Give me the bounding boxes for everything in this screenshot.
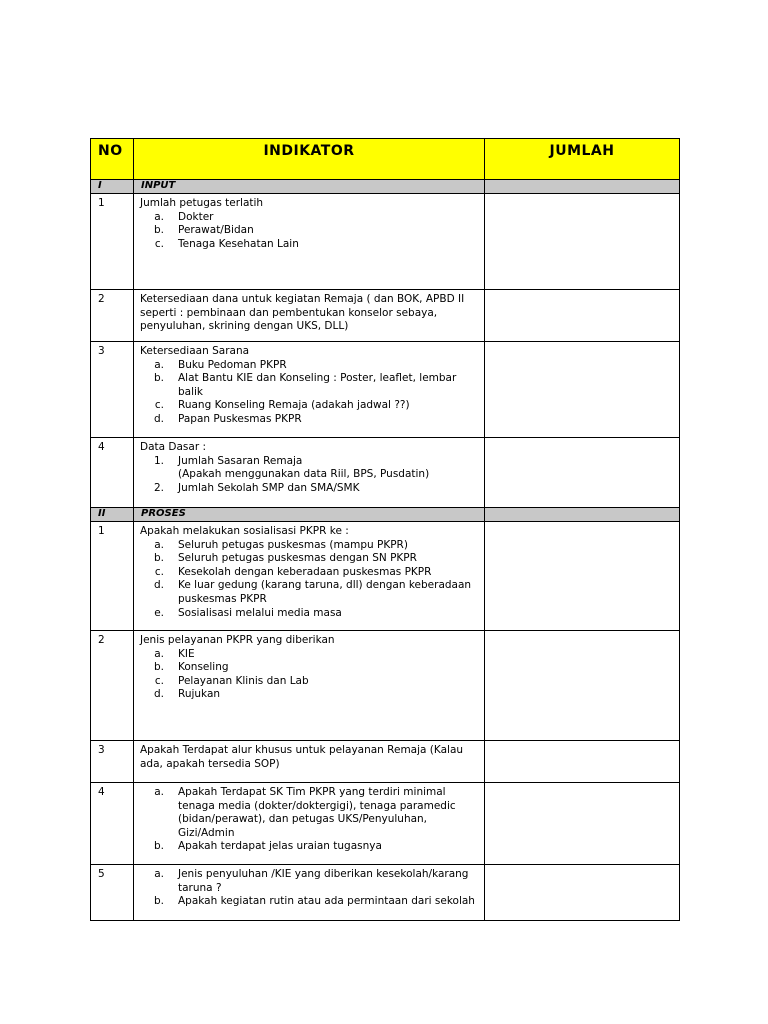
item-list xyxy=(140,868,484,909)
list-item: a. Apakah Terdapat SK Tim PKPR yang terdiri minimal tenaga media (dokter/doktergigi), tenaga paramedic (bidan/perawat), dan petugas UKS/Penyuluhan, Gizi/Admin xyxy=(154,786,456,839)
row-text: Jenis pelayanan PKPR yang diberikan xyxy=(140,634,335,646)
list-item: c. Kesekolah dengan keberadaan puskesmas PKPR xyxy=(154,565,432,578)
list-item: a. Dokter xyxy=(154,210,214,223)
list-item: b. Perawat/Bidan xyxy=(153,224,254,237)
row-no: 4 xyxy=(98,441,105,453)
list-item: b. Konseling xyxy=(153,661,229,674)
row-text: Apakah melakukan sosialisasi PKPR ke : xyxy=(140,525,349,537)
list-item: d. Rujukan xyxy=(153,688,221,701)
list-item: d. Ke luar gedung (karang taruna, dll) dengan keberadaan puskesmas PKPR xyxy=(153,579,472,605)
indikator-cell xyxy=(134,865,484,909)
list-item: c. Ruang Konseling Remaja (adakah jadwal ??) xyxy=(154,399,410,412)
list-item: c. Tenaga Kesehatan Lain xyxy=(154,237,299,250)
table-row xyxy=(91,631,680,741)
indikator-cell xyxy=(134,438,484,495)
list-item: b. Seluruh petugas puskesmas dengan SN PKPR xyxy=(153,552,417,565)
indikator-cell xyxy=(134,194,484,251)
list-item: c. Pelayanan Klinis dan Lab xyxy=(154,674,309,687)
jumlah-cell[interactable] xyxy=(485,865,680,921)
item-list xyxy=(140,648,484,702)
jumlah-cell[interactable] xyxy=(485,342,680,438)
row-no: 5 xyxy=(98,868,105,880)
section-no: I xyxy=(98,180,102,191)
item-list xyxy=(140,539,484,621)
jumlah-cell[interactable] xyxy=(485,631,680,741)
jumlah-cell[interactable] xyxy=(485,194,680,290)
row-no: 2 xyxy=(98,293,105,305)
section-no: II xyxy=(98,508,106,519)
row-no: 3 xyxy=(98,345,105,357)
header-indikator: INDIKATOR xyxy=(134,139,485,180)
indicator-table xyxy=(90,138,680,921)
list-item: e. Sosialisasi melalui media masa xyxy=(154,606,342,619)
jumlah-cell xyxy=(485,508,680,522)
table-row xyxy=(91,290,680,342)
table-row xyxy=(91,783,680,865)
header-row xyxy=(91,139,680,180)
list-item: 2. Jumlah Sekolah SMP dan SMA/SMK xyxy=(153,481,360,494)
list-item: a. Buku Pedoman PKPR xyxy=(154,358,287,371)
item-list xyxy=(140,786,484,854)
section-title: INPUT xyxy=(141,180,176,191)
row-text: Ketersediaan dana untuk kegiatan Remaja ( dan BOK, APBD II seperti : pembinaan dan pembentukan konselor sebaya, penyuluhan, skrining dengan UKS, DLL) xyxy=(140,293,465,333)
list-item: b. Alat Bantu KIE dan Konseling : Poster, leaflet, lembar balik xyxy=(153,372,457,398)
row-no: 3 xyxy=(98,744,105,756)
item-list xyxy=(140,455,484,496)
table-row xyxy=(91,438,680,508)
jumlah-cell[interactable] xyxy=(485,522,680,631)
row-text: Apakah Terdapat alur khusus untuk pelayanan Remaja (Kalau ada, apakah tersedia SOP) xyxy=(140,744,464,770)
indikator-cell xyxy=(134,522,484,620)
indikator-cell xyxy=(134,783,484,854)
row-no: 1 xyxy=(98,525,105,537)
table-row xyxy=(91,865,680,921)
list-item: b. Apakah terdapat jelas uraian tugasnya xyxy=(153,840,382,853)
jumlah-cell[interactable] xyxy=(485,438,680,508)
table-row xyxy=(91,522,680,631)
table-row xyxy=(91,194,680,290)
list-item: d. Papan Puskesmas PKPR xyxy=(153,412,302,425)
list-item: a. Seluruh petugas puskesmas (mampu PKPR) xyxy=(154,538,408,551)
indikator-cell xyxy=(134,631,484,702)
list-item: (Apakah menggunakan data Riil, BPS, Pusdatin) xyxy=(178,468,430,481)
jumlah-cell[interactable] xyxy=(485,783,680,865)
indikator-cell xyxy=(134,741,484,771)
list-item: a. KIE xyxy=(154,647,195,660)
row-no: 4 xyxy=(98,786,105,798)
row-text: Data Dasar : xyxy=(140,441,207,453)
section-row-proses xyxy=(91,508,680,522)
list-item: b. Apakah kegiatan rutin atau ada permintaan dari sekolah xyxy=(153,895,475,908)
header-no: NO xyxy=(91,139,134,180)
jumlah-cell xyxy=(485,180,680,194)
indikator-cell xyxy=(134,290,484,334)
section-row-input xyxy=(91,180,680,194)
table-row xyxy=(91,741,680,783)
list-item: 1. Jumlah Sasaran Remaja xyxy=(153,454,303,467)
row-text: Ketersediaan Sarana xyxy=(140,345,250,357)
item-list xyxy=(140,211,484,252)
list-item: a. Jenis penyuluhan /KIE yang diberikan kesekolah/karang taruna ? xyxy=(154,868,469,894)
jumlah-cell[interactable] xyxy=(485,290,680,342)
jumlah-cell[interactable] xyxy=(485,741,680,783)
row-no: 1 xyxy=(98,197,105,209)
item-list xyxy=(140,359,484,427)
header-jumlah: JUMLAH xyxy=(485,139,680,180)
row-no: 2 xyxy=(98,634,105,646)
section-title: PROSES xyxy=(141,508,186,519)
row-text: Jumlah petugas terlatih xyxy=(140,197,264,209)
table-row xyxy=(91,342,680,438)
indikator-cell xyxy=(134,342,484,427)
